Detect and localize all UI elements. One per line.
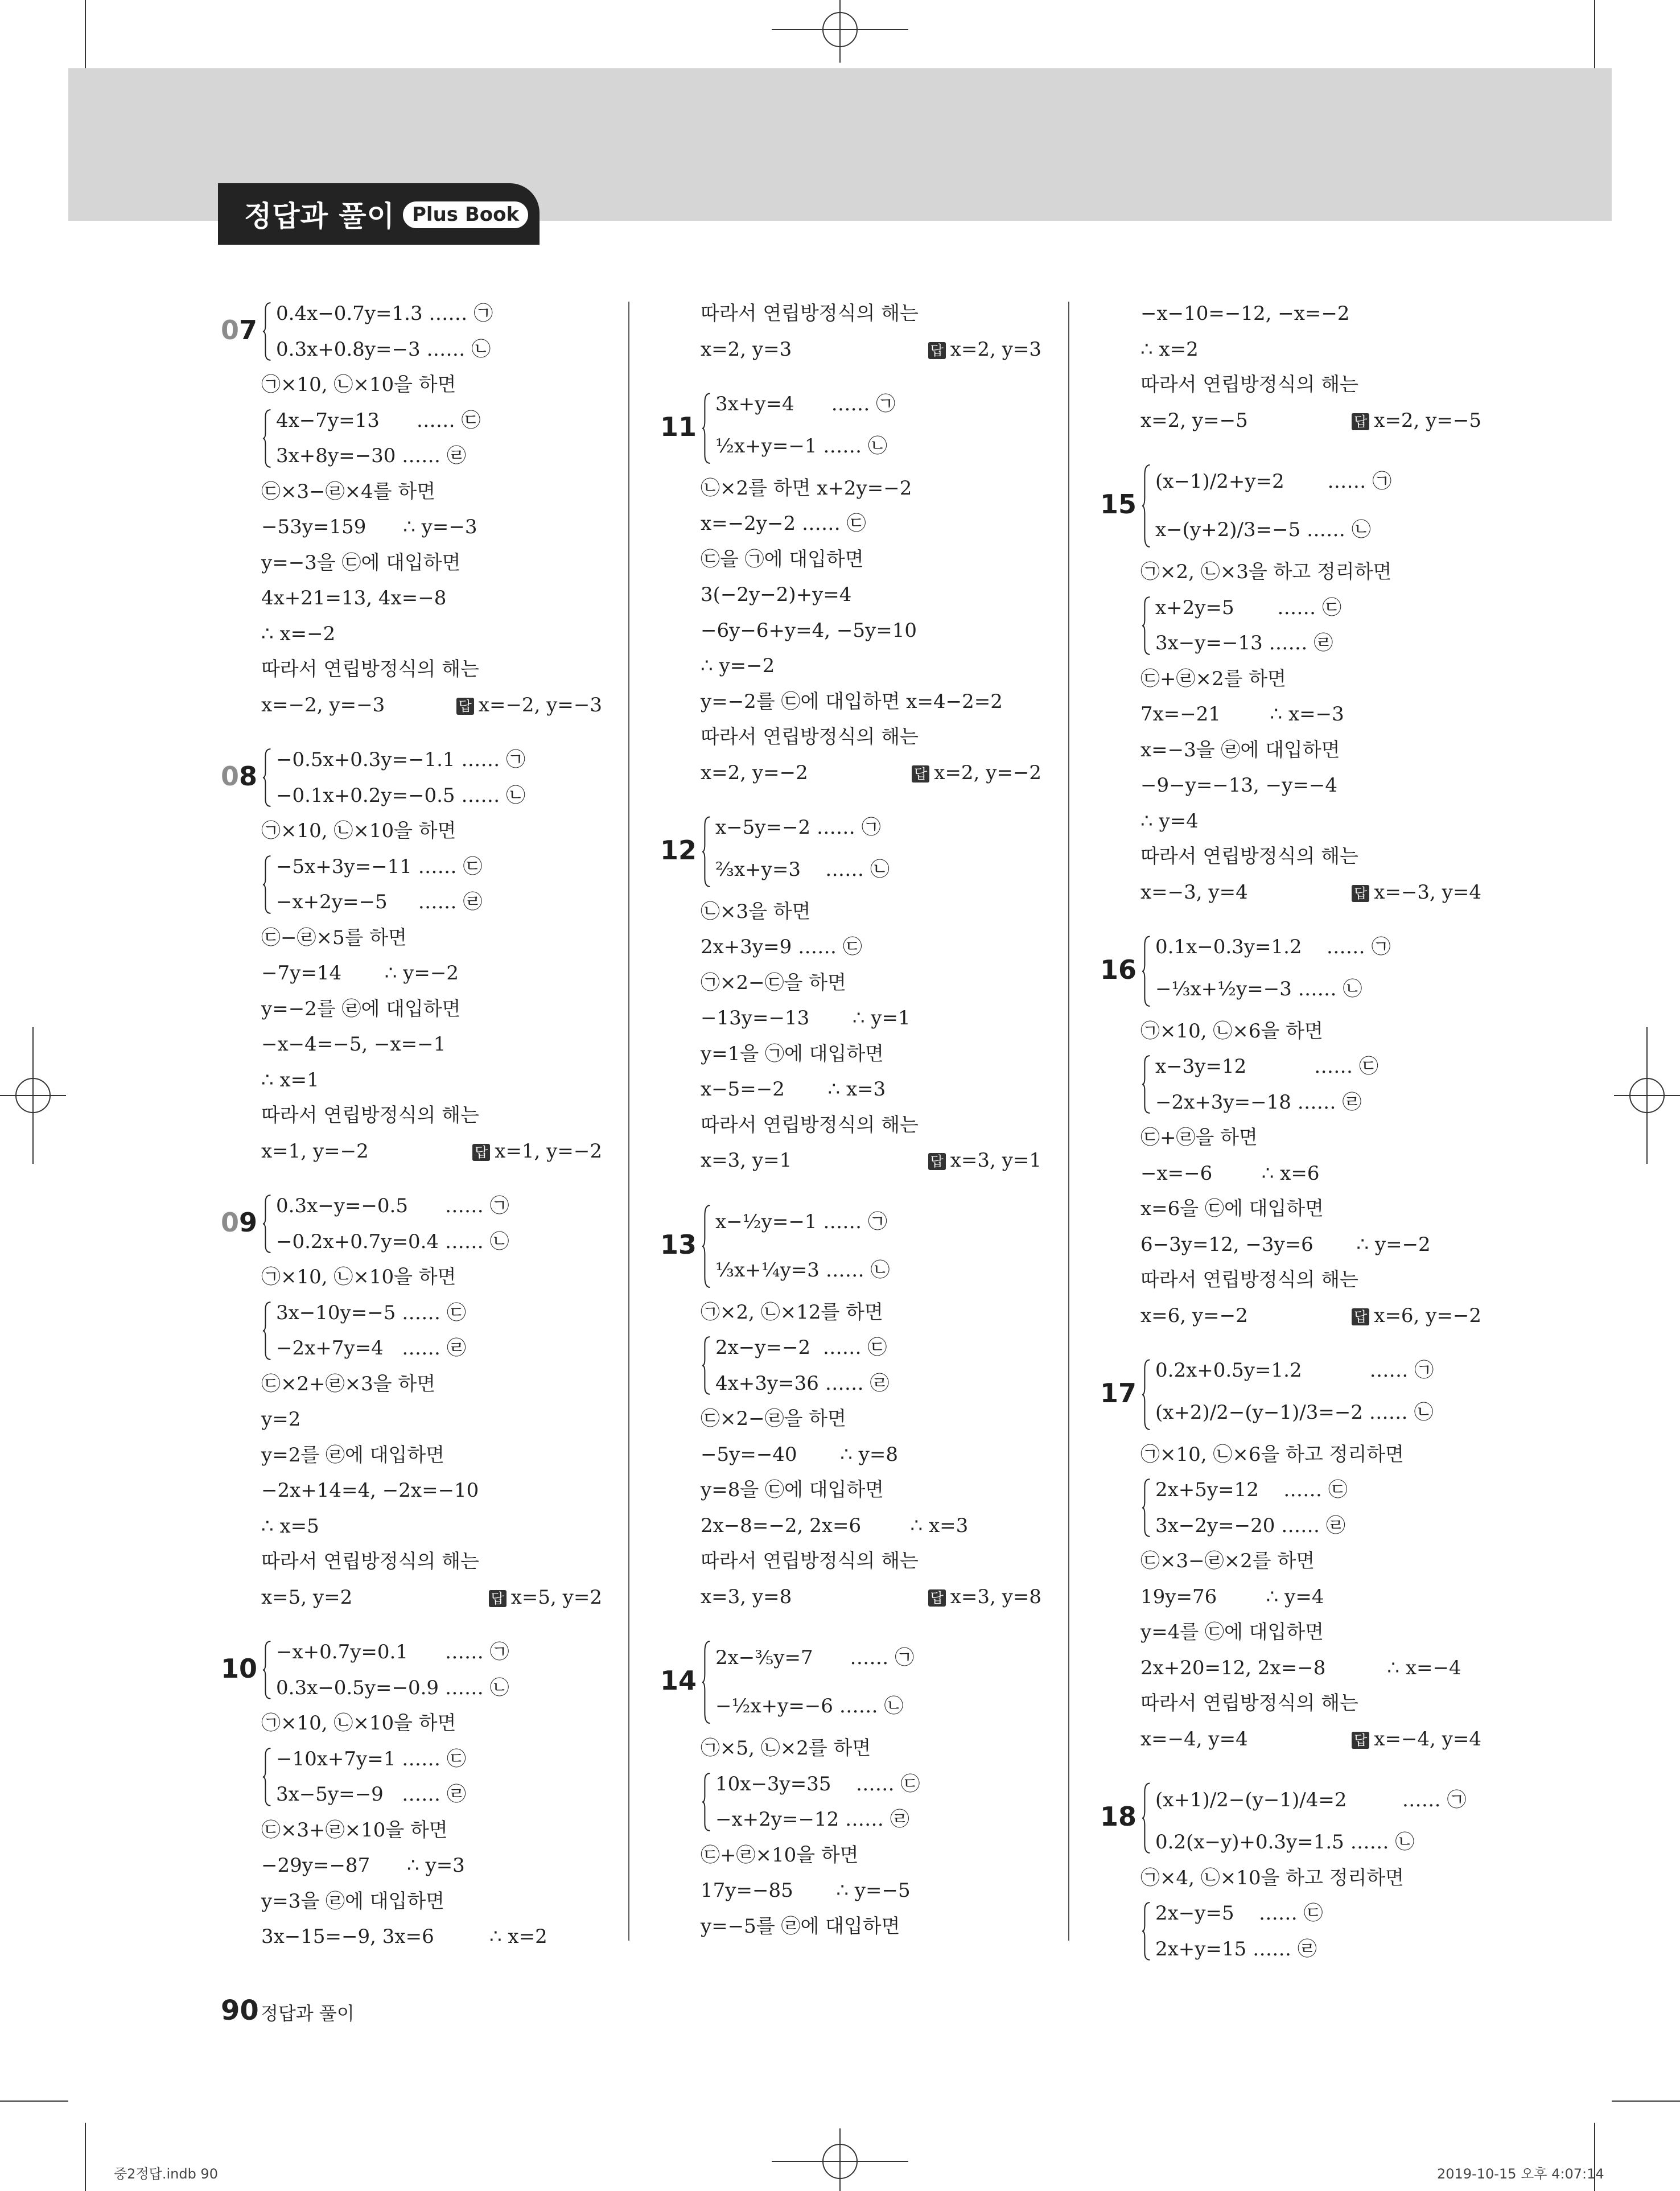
- problem-number-prefix: 0: [221, 760, 240, 792]
- solution-line: 2x+20=12, 2x=−8 ∴ x=−4: [1140, 1656, 1461, 1679]
- brace-symbol: [262, 748, 273, 808]
- equation-line: −2x+7y=4 …… ㉣: [276, 1337, 466, 1360]
- brace-symbol: [702, 816, 712, 888]
- final-answer: [1352, 1298, 1481, 1334]
- equation-line: 0.3x−y=−0.5 …… ㉠: [276, 1195, 509, 1217]
- equation-line: −x+2y=−12 …… ㉣: [715, 1808, 909, 1831]
- solution-line: x=−3을 ㉣에 대입하면: [1140, 738, 1340, 761]
- answer-line: [701, 332, 1041, 368]
- final-answer-value: x=3, y=1: [950, 1149, 1041, 1172]
- answer-mark-icon: 답: [1352, 1308, 1369, 1325]
- section-tab: [218, 183, 540, 245]
- solution-line: ㉠×10, ㉡×10을 하면: [261, 1266, 456, 1288]
- answer-line: [701, 1579, 1041, 1615]
- solution-line: 7x=−21 ∴ x=−3: [1140, 703, 1344, 726]
- equation-line: 0.1x−0.3y=1.2 …… ㉠: [1155, 936, 1391, 958]
- solution-line: x−5=−2 ∴ x=3: [701, 1078, 886, 1101]
- column-3: [1100, 296, 1481, 1967]
- equation-line: 4x−7y=13 …… ㉢: [276, 409, 481, 432]
- problem-body: [701, 810, 1041, 1179]
- solution-line: −7y=14 ∴ y=−2: [261, 962, 459, 985]
- answer-mark-icon: 답: [928, 1153, 946, 1170]
- final-answer-value: x=2, y=−2: [934, 761, 1041, 784]
- solution-line: ∴ x=5: [261, 1514, 319, 1538]
- answer-work: x=6, y=−2: [1140, 1304, 1248, 1327]
- solution-line: 따라서 연립방정식의 해는: [701, 726, 919, 748]
- solution-line: ㉠×2−㉢을 하면: [701, 971, 846, 994]
- equation-line: 3x−2y=−20 …… ㉣: [1155, 1514, 1345, 1537]
- solution-line: ㉡×3을 하면: [701, 900, 811, 923]
- equation-system: [261, 296, 602, 367]
- answer-line: [1140, 403, 1481, 439]
- solution-line: 19y=76 ∴ y=4: [1140, 1585, 1324, 1608]
- problem-body: [261, 1634, 602, 1955]
- answer-mark-icon: 답: [1352, 885, 1369, 902]
- equation-system: [261, 1741, 602, 1813]
- page-label: 정답과 풀이: [261, 2003, 355, 2024]
- column-divider: [628, 302, 629, 1941]
- answer-line: [701, 755, 1041, 791]
- solution-line: ㉠×2, ㉡×12를 하면: [701, 1300, 883, 1324]
- equation-line: 3x−y=−13 …… ㉣: [1155, 632, 1333, 654]
- problem-block: [1100, 929, 1481, 1333]
- equation-line: 0.3x+0.8y=−3 …… ㉡: [276, 337, 491, 361]
- print-timestamp: 2019-10-15 오후 4:07:14: [1437, 2166, 1604, 2182]
- equation-line: x−½y=−1 …… ㉠: [715, 1210, 888, 1233]
- final-answer: [1352, 403, 1481, 439]
- equation-line: 3x−5y=−9 …… ㉣: [276, 1783, 466, 1806]
- problem-body: [701, 1634, 1041, 1944]
- problem-number: 14: [660, 1665, 697, 1696]
- solution-line: ㉢×2−㉣을 하면: [701, 1407, 846, 1430]
- problem-body: [701, 1198, 1041, 1615]
- problem-block: [660, 810, 1041, 1179]
- equation-system: [261, 849, 602, 920]
- answer-mark-icon: 답: [489, 1590, 507, 1607]
- solution-line: 따라서 연립방정식의 해는: [261, 1104, 479, 1127]
- final-answer-value: x=−3, y=4: [1374, 880, 1481, 904]
- problem-block: [1100, 458, 1481, 910]
- equation-system: [1140, 1049, 1481, 1120]
- equation-line: 3x+8y=−30 …… ㉣: [276, 444, 466, 467]
- solution-line: ㉠×4, ㉡×10을 하고 정리하면: [1140, 1866, 1405, 1889]
- problem-body: [701, 296, 1041, 367]
- brace-symbol: [262, 1747, 273, 1807]
- equation-line: ½x+y=−1 …… ㉡: [715, 434, 888, 458]
- solution-line: ㉠×2, ㉡×3을 하고 정리하면: [1140, 561, 1392, 583]
- solution-line: ㉢을 ㉠에 대입하면: [701, 547, 864, 571]
- answer-mark-icon: 답: [472, 1144, 490, 1161]
- problem-block: [221, 1188, 602, 1615]
- solution-line: 3x−15=−9, 3x=6 ∴ x=2: [261, 1925, 547, 1948]
- problem-block: [660, 296, 1041, 367]
- solution-line: ㉢−㉣×5를 하면: [261, 926, 407, 949]
- equation-system: [261, 403, 602, 474]
- equation-line: 10x−3y=35 …… ㉢: [715, 1772, 920, 1795]
- equation-line: 3x+y=4 …… ㉠: [715, 393, 896, 415]
- plus-book-badge: Plus Book: [403, 201, 528, 228]
- equation-line: x+2y=5 …… ㉢: [1155, 596, 1342, 619]
- brace-symbol: [1142, 1478, 1152, 1538]
- brace-symbol: [1142, 935, 1152, 1008]
- brace-symbol: [262, 855, 273, 915]
- equation-line: x−(y+2)/3=−5 …… ㉡: [1155, 518, 1371, 541]
- solution-line: ∴ x=2: [1140, 337, 1199, 361]
- answer-mark-icon: 답: [928, 1589, 946, 1607]
- equation-line: ⅔x+y=3 …… ㉡: [715, 858, 890, 881]
- brace-symbol: [262, 1640, 273, 1700]
- answer-work: x=2, y=3: [701, 337, 792, 361]
- equation-line: (x+1)/2−(y−1)/4=2 …… ㉠: [1155, 1789, 1467, 1811]
- solution-line: ∴ x=1: [261, 1068, 319, 1092]
- problem-number-prefix: 0: [221, 314, 240, 345]
- solution-line: −6y−6+y=4, −5y=10: [701, 619, 917, 642]
- answer-work: x=3, y=1: [701, 1149, 792, 1172]
- equation-line: −½x+y=−6 …… ㉡: [715, 1695, 904, 1718]
- brace-symbol: [1142, 1782, 1152, 1855]
- solution-line: ㉢×3−㉣×4를 하면: [261, 480, 436, 503]
- solution-line: ㉠×10, ㉡×10을 하면: [261, 373, 456, 396]
- file-info: 중2정답.indb 90: [114, 2166, 218, 2182]
- solution-line: x=−2y−2 …… ㉢: [701, 512, 866, 535]
- problem-body: [261, 296, 602, 723]
- equation-system: [701, 810, 1041, 894]
- solution-line: −9−y=−13, −y=−4: [1140, 774, 1337, 797]
- equation-line: −x+2y=−5 …… ㉣: [276, 891, 483, 913]
- equation-system: [701, 1330, 1041, 1401]
- equation-line: 3x−10y=−5 …… ㉢: [276, 1301, 466, 1324]
- solution-line: y=−5를 ㉣에 대입하면: [701, 1914, 900, 1938]
- problem-number: 10: [221, 1653, 258, 1684]
- problem-number-digits: 7: [239, 314, 258, 345]
- equation-system: [701, 1198, 1041, 1295]
- equation-line: x−5y=−2 …… ㉠: [715, 816, 881, 839]
- solution-line: 따라서 연립방정식의 해는: [261, 1550, 479, 1573]
- equation-line: 0.2x+0.5y=1.2 …… ㉠: [1155, 1359, 1434, 1382]
- solution-line: y=−3을 ㉢에 대입하면: [261, 551, 461, 574]
- solution-line: y=2를 ㉣에 대입하면: [261, 1443, 445, 1467]
- solution-line: ㉢+㉣×10을 하면: [701, 1843, 859, 1867]
- problem-block: [1100, 296, 1481, 438]
- solution-line: −53y=159 ∴ y=−3: [261, 516, 477, 538]
- solution-line: y=2: [261, 1408, 301, 1431]
- solution-line: ∴ x=−2: [261, 622, 336, 645]
- equation-system: [701, 1766, 1041, 1838]
- problem-body: [1140, 1776, 1481, 1967]
- final-answer: [1352, 875, 1481, 911]
- equation-system: [701, 1634, 1041, 1731]
- answer-work: x=−4, y=4: [1140, 1727, 1248, 1751]
- final-answer-value: x=−2, y=−3: [478, 693, 602, 716]
- answer-mark-icon: 답: [928, 342, 946, 359]
- brace-symbol: [702, 1772, 712, 1832]
- solution-line: 따라서 연립방정식의 해는: [1140, 1269, 1358, 1291]
- solution-line: y=3을 ㉣에 대입하면: [261, 1889, 445, 1913]
- problem-body: [701, 386, 1041, 790]
- problem-body: [1140, 296, 1481, 438]
- problem-block: [660, 1198, 1041, 1615]
- answer-line: [261, 1580, 602, 1616]
- brace-symbol: [262, 409, 273, 468]
- final-answer-value: x=6, y=−2: [1374, 1304, 1481, 1327]
- equation-line: −0.5x+0.3y=−1.1 …… ㉠: [276, 748, 526, 771]
- equation-line: −10x+7y=1 …… ㉢: [276, 1747, 466, 1770]
- problem-number: 15: [1100, 489, 1137, 520]
- final-answer-value: x=5, y=2: [510, 1585, 602, 1609]
- answer-work: x=2, y=−5: [1140, 409, 1248, 432]
- solution-line: 17y=−85 ∴ y=−5: [701, 1879, 911, 1902]
- answer-mark-icon: 답: [456, 698, 474, 715]
- section-title: 정답과 풀이: [244, 200, 395, 233]
- equation-system: [261, 1188, 602, 1259]
- solution-line: ㉢×3+㉣×10을 하면: [261, 1818, 448, 1842]
- final-answer: [456, 687, 602, 723]
- brace-symbol: [702, 1640, 712, 1725]
- final-answer-value: x=−4, y=4: [1374, 1727, 1481, 1751]
- answer-work: x=−3, y=4: [1140, 880, 1248, 904]
- problem-number-digits: 8: [239, 760, 258, 792]
- equation-line: x−3y=12 …… ㉢: [1155, 1055, 1378, 1078]
- solution-line: y=−2를 ㉣에 대입하면: [261, 997, 461, 1020]
- final-answer: [912, 755, 1041, 791]
- brace-symbol: [262, 302, 273, 361]
- solution-line: ㉠×10, ㉡×10을 하면: [261, 819, 456, 842]
- problem-block: [1100, 1353, 1481, 1757]
- brace-symbol: [1142, 463, 1152, 549]
- solution-line: y=8을 ㉢에 대입하면: [701, 1478, 884, 1501]
- solution-line: ㉠×10, ㉡×6을 하면: [1140, 1019, 1323, 1043]
- solution-line: ㉢×3−㉣×2를 하면: [1140, 1550, 1315, 1572]
- final-answer: [928, 1579, 1041, 1615]
- problem-body: [1140, 1353, 1481, 1757]
- problem-number: 18: [1100, 1801, 1137, 1832]
- brace-symbol: [1142, 1901, 1152, 1961]
- answer-line: [1140, 875, 1481, 911]
- problem-block: [660, 386, 1041, 790]
- solution-line: y=1을 ㉠에 대입하면: [701, 1042, 884, 1065]
- answer-line: [1140, 1298, 1481, 1334]
- problem-number: [221, 761, 257, 792]
- solution-line: −x−4=−5, −x=−1: [261, 1033, 446, 1056]
- solution-line: ㉠×5, ㉡×2를 하면: [701, 1737, 871, 1760]
- equation-line: 4x+3y=36 …… ㉣: [715, 1372, 890, 1395]
- solution-line: 4x+21=13, 4x=−8: [261, 587, 447, 609]
- solution-line: 따라서 연립방정식의 해는: [1140, 1692, 1358, 1715]
- solution-line: ㉢×2+㉣×3을 하면: [261, 1372, 436, 1395]
- equation-line: −x+0.7y=0.1 …… ㉠: [276, 1641, 509, 1663]
- answer-line: [701, 1143, 1041, 1179]
- equation-system: [1140, 590, 1481, 661]
- answer-line: [261, 1134, 602, 1169]
- problem-number-prefix: 0: [221, 1206, 240, 1238]
- solution-line: y=−2를 ㉢에 대입하면 x=4−2=2: [701, 690, 1003, 713]
- brace-symbol: [702, 1204, 712, 1289]
- problem-number: [221, 315, 257, 345]
- answer-work: x=3, y=8: [701, 1585, 792, 1608]
- equation-line: −⅓x+½y=−3 …… ㉡: [1155, 977, 1362, 1000]
- column-2: [660, 296, 1041, 1944]
- problem-number: 16: [1100, 954, 1137, 985]
- answer-work: x=1, y=−2: [261, 1139, 369, 1163]
- final-answer-value: x=1, y=−2: [495, 1139, 602, 1163]
- brace-symbol: [1142, 1358, 1152, 1431]
- equation-line: 2x−y=5 …… ㉢: [1155, 1902, 1323, 1925]
- answer-mark-icon: 답: [1352, 1732, 1369, 1749]
- equation-line: 0.4x−0.7y=1.3 …… ㉠: [276, 302, 493, 325]
- solution-line: −29y=−87 ∴ y=3: [261, 1854, 465, 1877]
- solution-line: ㉢+㉣을 하면: [1140, 1126, 1258, 1149]
- equation-system: [261, 742, 602, 813]
- brace-symbol: [1142, 596, 1152, 656]
- equation-line: 2x+y=15 …… ㉣: [1155, 1937, 1317, 1961]
- solution-line: y=4를 ㉢에 대입하면: [1140, 1621, 1324, 1644]
- equation-system: [701, 386, 1041, 471]
- solution-line: 6−3y=12, −3y=6 ∴ y=−2: [1140, 1233, 1431, 1256]
- solution-line: ㉠×10, ㉡×6을 하고 정리하면: [1140, 1443, 1405, 1466]
- equation-line: −2x+3y=−18 …… ㉣: [1155, 1090, 1362, 1114]
- brace-symbol: [262, 1194, 273, 1254]
- brace-symbol: [1142, 1055, 1152, 1114]
- problem-block: [221, 742, 602, 1169]
- answer-work: x=−2, y=−3: [261, 693, 385, 716]
- equation-line: 2x−⅗y=7 …… ㉠: [715, 1646, 915, 1669]
- problem-number-digits: 9: [239, 1206, 258, 1238]
- problem-body: [261, 742, 602, 1169]
- column-1: [221, 296, 602, 1955]
- solution-line: 3(−2y−2)+y=4: [701, 583, 852, 606]
- problem-number: 12: [660, 834, 697, 866]
- equation-system: [1140, 1353, 1481, 1437]
- solution-line: 따라서 연립방정식의 해는: [1140, 373, 1358, 396]
- equation-line: 0.2(x−y)+0.3y=1.5 …… ㉡: [1155, 1831, 1415, 1854]
- problem-number: [221, 1207, 257, 1238]
- solution-line: x=6을 ㉢에 대입하면: [1140, 1197, 1324, 1220]
- equation-line: 2x−y=−2 …… ㉢: [715, 1336, 887, 1359]
- brace-symbol: [702, 1336, 712, 1395]
- page-number: 90: [221, 1995, 259, 2027]
- equation-line: ⅓x+¼y=3 …… ㉡: [715, 1258, 890, 1282]
- solution-line: ∴ y=−2: [701, 654, 775, 677]
- equation-line: −5x+3y=−11 …… ㉢: [276, 855, 483, 878]
- answer-mark-icon: 답: [912, 765, 929, 782]
- problem-body: [1140, 458, 1481, 910]
- final-answer: [928, 1143, 1041, 1179]
- equation-system: [1140, 1776, 1481, 1860]
- equation-line: (x+2)/2−(y−1)/3=−2 …… ㉡: [1155, 1401, 1434, 1424]
- problem-body: [1140, 929, 1481, 1333]
- solution-line: −2x+14=4, −2x=−10: [261, 1479, 479, 1502]
- equation-system: [261, 1634, 602, 1706]
- solution-line: −x−10=−12, −x=−2: [1140, 302, 1350, 325]
- column-divider: [1068, 302, 1069, 1941]
- solution-line: ㉡×2를 하면 x+2y=−2: [701, 476, 912, 500]
- solution-line: 따라서 연립방정식의 해는: [1140, 845, 1358, 868]
- final-answer-value: x=3, y=8: [950, 1585, 1041, 1608]
- final-answer-value: x=2, y=3: [950, 337, 1041, 361]
- solution-line: 따라서 연립방정식의 해는: [261, 658, 479, 681]
- problem-block: [660, 1634, 1041, 1944]
- brace-symbol: [702, 392, 712, 465]
- final-answer: [489, 1580, 602, 1616]
- solution-line: 따라서 연립방정식의 해는: [701, 1550, 919, 1572]
- equation-line: −0.1x+0.2y=−0.5 …… ㉡: [276, 784, 526, 807]
- answer-mark-icon: 답: [1352, 413, 1369, 430]
- equation-system: [1140, 1896, 1481, 1967]
- equation-line: 0.3x−0.5y=−0.9 …… ㉡: [276, 1676, 509, 1699]
- solution-line: 따라서 연립방정식의 해는: [701, 1113, 919, 1136]
- equation-system: [1140, 458, 1481, 554]
- equation-system: [1140, 929, 1481, 1014]
- answer-work: x=2, y=−2: [701, 761, 808, 784]
- solution-line: 2x−8=−2, 2x=6 ∴ x=3: [701, 1514, 969, 1537]
- solution-line: 2x+3y=9 …… ㉢: [701, 936, 862, 958]
- problem-block: [221, 296, 602, 723]
- problem-block: [221, 1634, 602, 1955]
- problem-number: 17: [1100, 1377, 1137, 1408]
- equation-line: (x−1)/2+y=2 …… ㉠: [1155, 470, 1392, 493]
- equation-system: [261, 1295, 602, 1366]
- brace-symbol: [262, 1301, 273, 1361]
- problem-body: [261, 1188, 602, 1615]
- solution-line: ㉢+㉣×2를 하면: [1140, 667, 1286, 690]
- final-answer: [1352, 1722, 1481, 1757]
- problem-number: 11: [660, 411, 697, 442]
- answer-work: x=5, y=2: [261, 1585, 353, 1609]
- answer-line: [261, 687, 602, 723]
- equation-line: 2x+5y=12 …… ㉢: [1155, 1478, 1348, 1501]
- problem-number: 13: [660, 1229, 697, 1260]
- final-answer: [928, 332, 1041, 368]
- solution-line: ∴ y=4: [1140, 809, 1199, 833]
- solution-line: −13y=−13 ∴ y=1: [701, 1007, 911, 1029]
- equation-system: [1140, 1472, 1481, 1543]
- equation-line: −0.2x+0.7y=0.4 …… ㉡: [276, 1230, 509, 1253]
- solution-line: ㉠×10, ㉡×10을 하면: [261, 1712, 456, 1735]
- problem-block: [1100, 1776, 1481, 1967]
- final-answer: [472, 1134, 602, 1169]
- solution-line: −x=−6 ∴ x=6: [1140, 1162, 1320, 1185]
- solution-line: −5y=−40 ∴ y=8: [701, 1443, 898, 1466]
- final-answer-value: x=2, y=−5: [1374, 409, 1481, 432]
- answer-line: [1140, 1722, 1481, 1757]
- solution-line: 따라서 연립방정식의 해는: [701, 302, 919, 325]
